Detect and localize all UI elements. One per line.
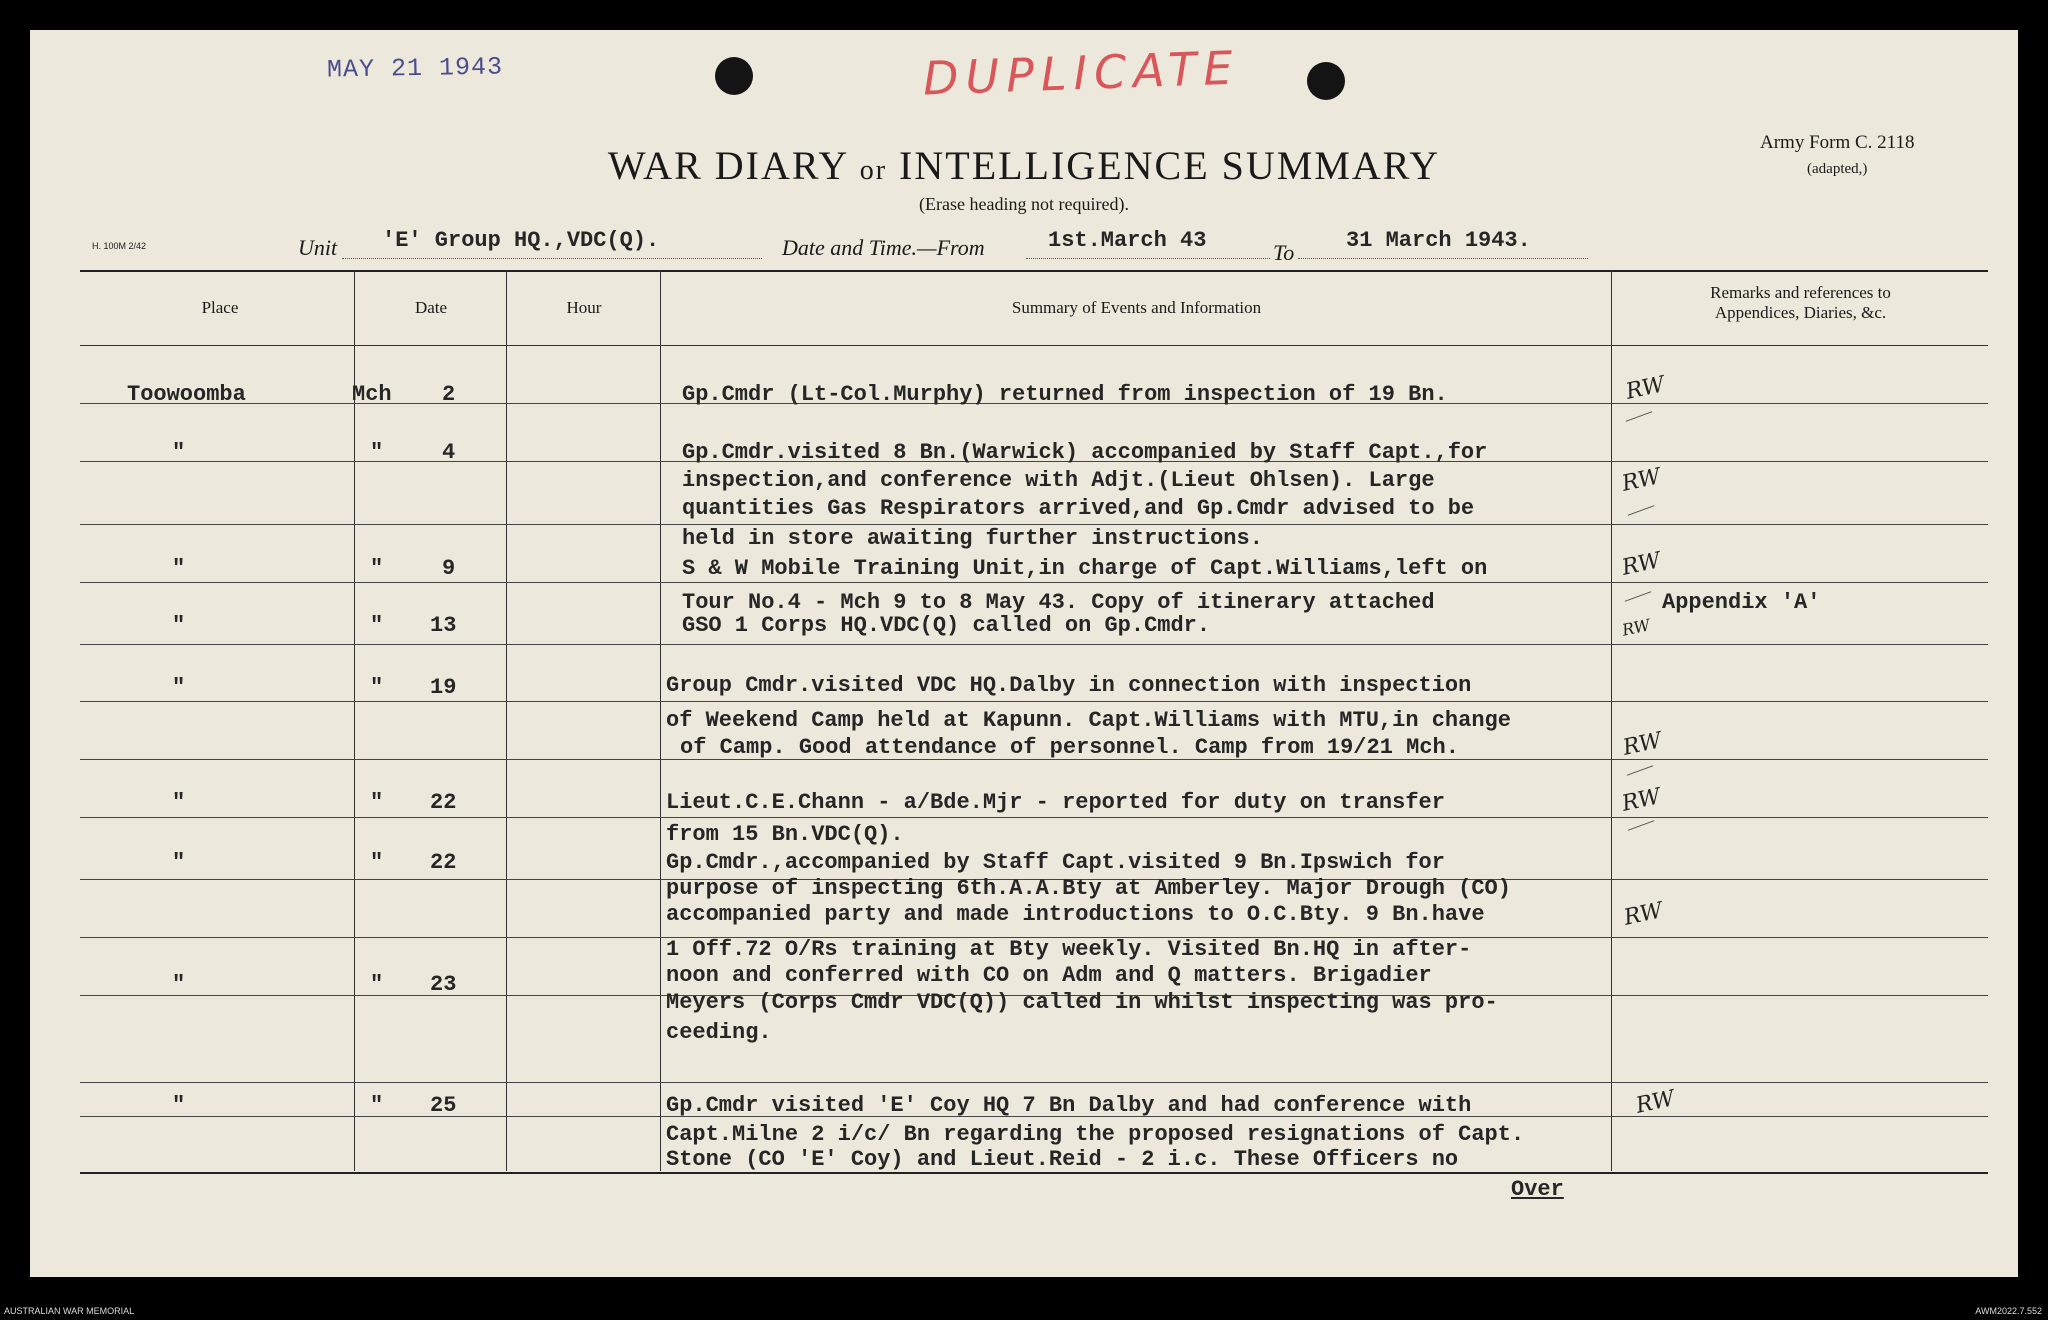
row-2-month: ": [370, 440, 384, 465]
remark-initials: RW: [1619, 548, 1663, 581]
summary-line: 1 Off.72 O/Rs training at Bty weekly. Visited Bn.HQ in after-: [666, 937, 1472, 962]
row-6-place: ": [172, 790, 186, 815]
row-9-day: 25: [430, 1093, 457, 1118]
row-4-place: ": [172, 613, 186, 638]
row-3-place: ": [172, 556, 186, 581]
col-head-remarks: [1613, 283, 1988, 323]
to-value: 31 March 1943.: [1346, 228, 1531, 253]
summary-line: Meyers (Corps Cmdr VDC(Q)) called in whilst inspecting was pro-: [666, 990, 1498, 1015]
summary-line: Capt.Milne 2 i/c/ Bn regarding the proposed resignations of Capt.: [666, 1122, 1525, 1147]
unit-dotline: [342, 258, 762, 259]
summary-line: of Camp. Good attendance of personnel. Camp from 19/21 Mch.: [680, 735, 1459, 760]
title-or: or: [859, 155, 888, 186]
row-2-place: ": [172, 440, 186, 465]
entry-rule: [80, 644, 1988, 645]
title-war-diary: WAR DIARY: [607, 143, 848, 188]
appendix-reference: Appendix 'A': [1662, 590, 1821, 615]
from-value: 1st.March 43: [1048, 228, 1207, 253]
col-divider-summary-remarks: [1611, 271, 1612, 1171]
col-divider-date-hour: [506, 271, 507, 1171]
army-form-adapted: (adapted,): [1807, 161, 1868, 177]
col-divider-hour-summary: [660, 271, 661, 1171]
row-8-place: ": [172, 972, 186, 997]
remark-tick: [1625, 591, 1652, 602]
punch-hole-left: [715, 57, 753, 95]
diary-page: [30, 30, 2018, 1277]
row-5-day: 19: [430, 675, 457, 700]
col-head-remarks-line2: Appendices, Diaries, &c.: [1714, 303, 1887, 322]
title-intelligence-summary: INTELLIGENCE SUMMARY: [899, 143, 1441, 188]
summary-line: held in store awaiting further instructions.: [682, 526, 1263, 551]
to-label: To: [1273, 240, 1295, 265]
summary-line: Gp.Cmdr (Lt-Col.Murphy) returned from inspection of 19 Bn.: [682, 382, 1448, 407]
row-8-month: ": [370, 972, 384, 997]
punch-hole-right: [1307, 62, 1345, 100]
summary-line: S & W Mobile Training Unit,in charge of Capt.Williams,left on: [682, 556, 1488, 581]
summary-line: GSO 1 Corps HQ.VDC(Q) called on Gp.Cmdr.: [682, 613, 1211, 638]
footer-left: AUSTRALIAN WAR MEMORIAL: [4, 1306, 135, 1316]
footer-right: AWM2022.7.552: [1975, 1306, 2042, 1316]
remark-initials: RW: [1619, 464, 1663, 497]
summary-line: inspection,and conference with Adjt.(Lieut Ohlsen). Large: [682, 468, 1435, 493]
summary-line: Gp.Cmdr.,accompanied by Staff Capt.visited 9 Bn.Ipswich for: [666, 850, 1445, 875]
entry-rule: [80, 524, 1988, 525]
summary-line: Group Cmdr.visited VDC HQ.Dalby in connection with inspection: [666, 673, 1472, 698]
row-3-month: ": [370, 556, 384, 581]
summary-line: accompanied party and made introductions to O.C.Bty. 9 Bn.have: [666, 902, 1485, 927]
summary-line: of Weekend Camp held at Kapunn. Capt.Williams with MTU,in change: [666, 708, 1511, 733]
summary-line: ceeding.: [666, 1020, 772, 1045]
entry-rule: [80, 701, 1988, 702]
from-dotline: [1026, 258, 1270, 259]
summary-line: purpose of inspecting 6th.A.A.Bty at Amberley. Major Drough (CO): [666, 876, 1511, 901]
date-time-label: Date and Time.—From: [782, 235, 985, 260]
remark-initials: RW: [1619, 784, 1663, 817]
row-7-day: 22: [430, 850, 457, 875]
entry-rule: [80, 1082, 1988, 1083]
remark-tick: [1627, 765, 1654, 776]
summary-line: from 15 Bn.VDC(Q).: [666, 822, 904, 847]
table-header-border: [80, 345, 1988, 346]
form-subtitle: (Erase heading not required).: [919, 194, 1129, 214]
row-4-month: ": [370, 613, 384, 638]
row-9-month: ": [370, 1093, 384, 1118]
remark-initials: RW: [1620, 615, 1652, 640]
unit-label: Unit: [298, 235, 338, 260]
army-form-number: [1760, 130, 1914, 182]
summary-line: Gp.Cmdr.visited 8 Bn.(Warwick) accompanied by Staff Capt.,for: [682, 440, 1488, 465]
duplicate-mark: DUPLICATE: [922, 40, 1241, 106]
remark-initials: RW: [1623, 372, 1667, 405]
over-note: Over: [1511, 1177, 1564, 1202]
table-bottom-border: [80, 1172, 1988, 1174]
table-top-border: [80, 270, 1988, 272]
row-3-day: 9: [442, 556, 456, 581]
col-head-hour: Hour: [566, 298, 602, 317]
summary-line: Tour No.4 - Mch 9 to 8 May 43. Copy of itinerary attached: [682, 590, 1435, 615]
to-dotline: [1298, 258, 1588, 259]
date-received-stamp: MAY 21 1943: [326, 52, 504, 85]
row-1-place: Toowoomba: [127, 382, 246, 407]
row-7-place: ": [172, 850, 186, 875]
remark-tick: [1626, 411, 1653, 422]
row-2-day: 4: [442, 440, 456, 465]
entry-rule: [80, 582, 1988, 583]
row-4-day: 13: [430, 613, 457, 638]
remark-initials: RW: [1621, 898, 1665, 931]
remark-initials: RW: [1620, 728, 1664, 761]
summary-line: Lieut.C.E.Chann - a/Bde.Mjr - reported for duty on transfer: [666, 790, 1445, 815]
col-head-remarks-line1: Remarks and references to: [1710, 283, 1891, 302]
army-form-label: Army Form C. 2118: [1760, 132, 1915, 153]
row-7-month: ": [370, 850, 384, 875]
row-9-place: ": [172, 1093, 186, 1118]
row-5-place: ": [172, 675, 186, 700]
summary-line: Gp.Cmdr visited 'E' Coy HQ 7 Bn Dalby and had conference with: [666, 1093, 1472, 1118]
entry-rule: [80, 817, 1988, 818]
print-code: H. 100M 2/42: [92, 241, 147, 251]
col-head-date: Date: [414, 298, 448, 317]
row-1-day: 2: [442, 382, 456, 407]
unit-value: 'E' Group HQ.,VDC(Q).: [382, 228, 660, 253]
row-5-month: ": [370, 675, 384, 700]
col-head-place: Place: [201, 298, 239, 317]
summary-line: noon and conferred with CO on Adm and Q matters. Brigadier: [666, 963, 1432, 988]
remark-tick: [1628, 820, 1655, 831]
summary-line: quantities Gas Respirators arrived,and Gp.Cmdr advised to be: [682, 496, 1475, 521]
row-1-month: Mch: [352, 382, 392, 407]
form-title: [30, 142, 2018, 189]
row-6-day: 22: [430, 790, 457, 815]
row-6-month: ": [370, 790, 384, 815]
remark-initials: RW: [1633, 1086, 1677, 1119]
row-8-day: 23: [430, 972, 457, 997]
summary-line: Stone (CO 'E' Coy) and Lieut.Reid - 2 i.c. These Officers no: [666, 1147, 1459, 1172]
col-head-summary: Summary of Events and Information: [1011, 298, 1262, 317]
remark-tick: [1628, 505, 1655, 516]
